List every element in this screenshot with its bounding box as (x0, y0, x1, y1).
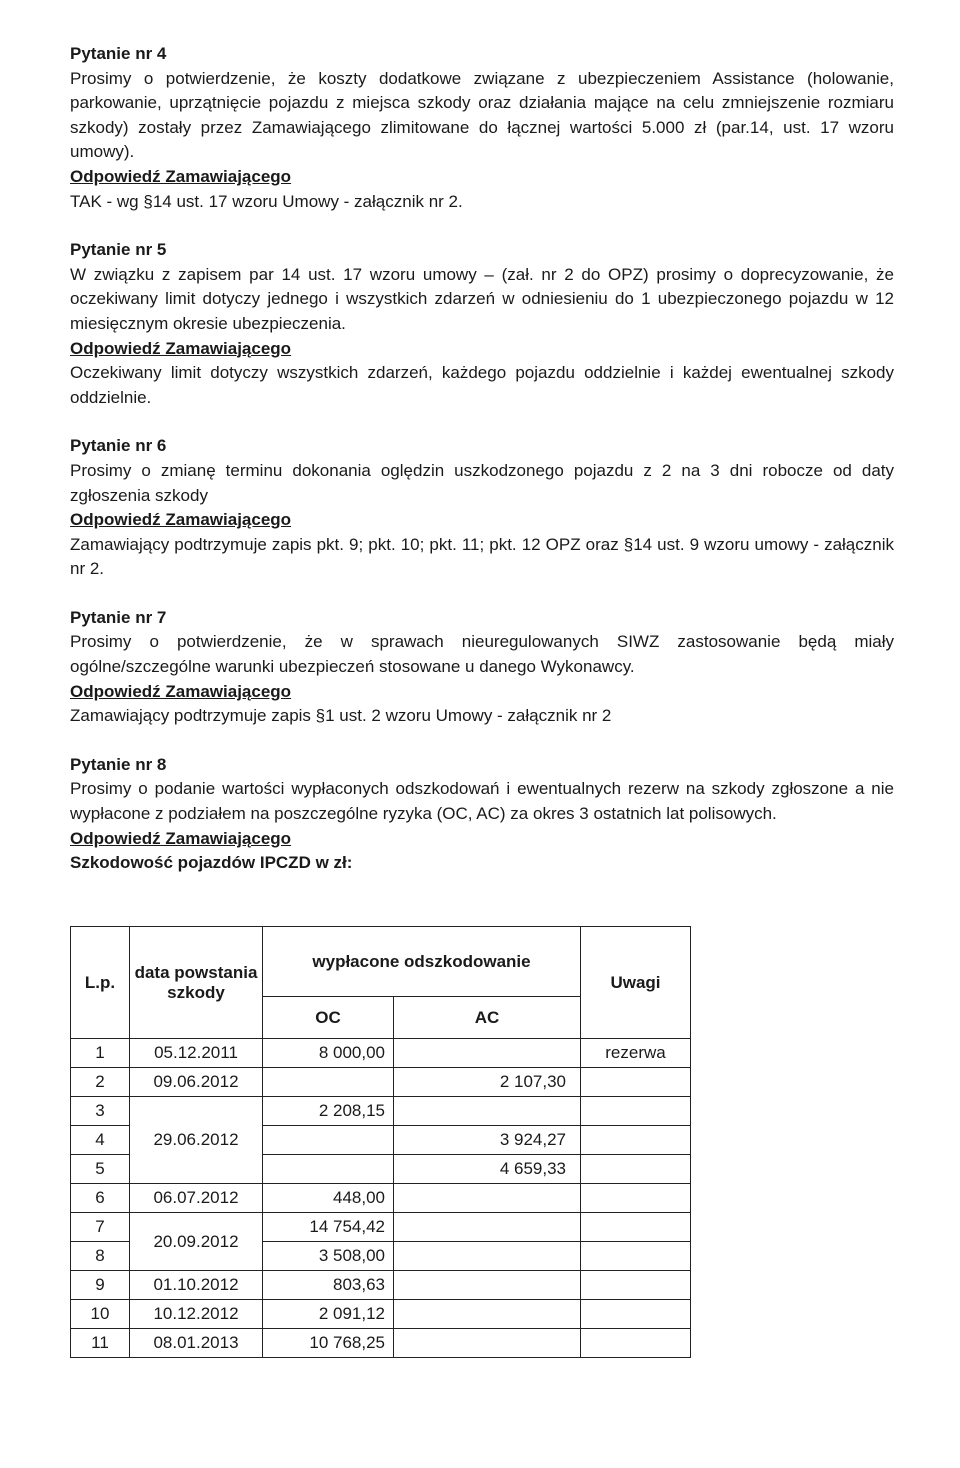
cell-notes (581, 1126, 691, 1155)
qa-section-7 (70, 606, 894, 729)
question-title: Pytanie nr 7 (70, 607, 167, 627)
question-title: Pytanie nr 4 (70, 44, 167, 63)
cell-date: 09.06.2012 (130, 1068, 263, 1097)
cell-date: 29.06.2012 (130, 1097, 263, 1184)
cell-notes (581, 1271, 691, 1300)
table-row (71, 1184, 691, 1213)
cell-oc: 2 091,12 (263, 1300, 394, 1329)
question-body: Prosimy o potwierdzenie, że koszty dodatkowe związane z ubezpieczeniem Assistance (holowanie, parkowanie, uprzątnięcie pojazdu z miejsca szkody oraz działania mające na celu zmniejszenie rozmiaru szkody) zostały przez Zamawiającego zlimitowane do łącznej wartości 5.000 zł (par.14, ust. 17 wzoru umowy). (70, 68, 894, 162)
cell-date: 05.12.2011 (130, 1039, 263, 1068)
answer-body: Zamawiający podtrzymuje zapis pkt. 9; pkt. 10; pkt. 11; pkt. 12 OPZ oraz §14 ust. 9 wzoru umowy - załącznik nr 2. (70, 534, 894, 579)
header-lp: L.p. (71, 927, 130, 1039)
header-payout: wypłacone odszkodowanie (263, 927, 581, 997)
cell-oc: 8 000,00 (263, 1039, 394, 1068)
cell-notes (581, 1155, 691, 1184)
qa-section-5 (70, 238, 894, 410)
cell-notes (581, 1184, 691, 1213)
cell-oc: 14 754,42 (263, 1213, 394, 1242)
cell-notes (581, 1300, 691, 1329)
cell-date: 06.07.2012 (130, 1184, 263, 1213)
cell-notes (581, 1242, 691, 1271)
answer-title: Odpowiedź Zamawiającego (70, 338, 292, 358)
cell-ac: 2 107,30 (394, 1068, 581, 1097)
cell-oc (263, 1126, 394, 1155)
answer-body: Oczekiwany limit dotyczy wszystkich zdarzeń, każdego pojazdu oddzielnie i każdej ewentualnej szkody oddzielnie. (70, 363, 894, 407)
qa-section-4 (70, 42, 894, 214)
answer-title: Odpowiedź Zamawiającego (70, 681, 292, 701)
header-oc: OC (263, 997, 394, 1039)
cell-notes: rezerwa (581, 1039, 691, 1068)
cell-oc: 3 508,00 (263, 1242, 394, 1271)
cell-lp: 10 (71, 1300, 130, 1329)
qa-section-8 (70, 753, 894, 851)
table-row (71, 1329, 691, 1358)
cell-ac (394, 1097, 581, 1126)
answer-body: TAK - wg §14 ust. 17 wzoru Umowy - załącznik nr 2. (70, 191, 463, 211)
question-body: W związku z zapisem par 14 ust. 17 wzoru umowy – (zał. nr 2 do OPZ) prosimy o doprecyzowanie, że oczekiwany limit dotyczy jednego i wszystkich zdarzeń w odniesieniu do 1 ubezpieczonego pojazdu w 12 miesięcznym okresie ubezpieczenia. (70, 264, 894, 333)
table-row (71, 1271, 691, 1300)
cell-lp: 9 (71, 1271, 130, 1300)
cell-ac (394, 1242, 581, 1271)
table-row (71, 1097, 691, 1126)
cell-date: 10.12.2012 (130, 1300, 263, 1329)
cell-notes (581, 1068, 691, 1097)
cell-lp: 5 (71, 1155, 130, 1184)
cell-lp: 3 (71, 1097, 130, 1126)
table-row (71, 1300, 691, 1329)
answer-title: Odpowiedź Zamawiającego (70, 510, 292, 530)
cell-oc: 2 208,15 (263, 1097, 394, 1126)
cell-lp: 4 (71, 1126, 130, 1155)
cell-ac (394, 1184, 581, 1213)
question-title: Pytanie nr 5 (70, 240, 167, 260)
cell-oc (263, 1068, 394, 1097)
cell-date: 01.10.2012 (130, 1271, 263, 1300)
answer-body: Zamawiający podtrzymuje zapis §1 ust. 2 wzoru Umowy - załącznik nr 2 (70, 706, 612, 726)
table-row (71, 1213, 691, 1242)
question-title: Pytanie nr 6 (70, 436, 167, 456)
cell-lp: 1 (71, 1039, 130, 1068)
answer-title: Odpowiedź Zamawiającego (70, 828, 292, 848)
header-ac: AC (394, 997, 581, 1039)
claims-table (70, 926, 691, 1358)
cell-lp: 2 (71, 1068, 130, 1097)
cell-oc: 803,63 (263, 1271, 394, 1300)
cell-ac (394, 1039, 581, 1068)
qa-section-6 (70, 434, 894, 582)
cell-lp: 7 (71, 1213, 130, 1242)
cell-ac (394, 1329, 581, 1358)
cell-ac (394, 1213, 581, 1242)
cell-ac (394, 1271, 581, 1300)
question-body: Prosimy o potwierdzenie, że w sprawach nieuregulowanych SIWZ zastosowanie będą miały ogólne/szczególne warunki ubezpieczeń stosowane u danego Wykonawcy. (70, 632, 894, 677)
question-title: Pytanie nr 8 (70, 754, 167, 774)
question-body: Prosimy o podanie wartości wypłaconych odszkodowań i ewentualnych rezerw na szkody zgłoszone a nie wypłacone z podziałem na poszczególne ryzyka (OC, AC) za okres 3 ostatnich lat polisowych. (70, 779, 894, 824)
cell-ac: 4 659,33 (394, 1155, 581, 1184)
cell-lp: 8 (71, 1242, 130, 1271)
header-notes: Uwagi (581, 927, 691, 1039)
cell-date: 20.09.2012 (130, 1213, 263, 1271)
cell-oc: 448,00 (263, 1184, 394, 1213)
cell-oc (263, 1155, 394, 1184)
cell-oc: 10 768,25 (263, 1329, 394, 1358)
cell-date: 08.01.2013 (130, 1329, 263, 1358)
header-date: data powstania szkody (130, 927, 263, 1039)
cell-ac: 3 924,27 (394, 1126, 581, 1155)
cell-notes (581, 1213, 691, 1242)
cell-notes (581, 1097, 691, 1126)
table-row (71, 1039, 691, 1068)
qa-sections (70, 42, 894, 876)
cell-notes (581, 1329, 691, 1358)
cell-ac (394, 1300, 581, 1329)
cell-lp: 6 (71, 1184, 130, 1213)
table-title: Szkodowość pojazdów IPCZD w zł: (70, 853, 353, 873)
answer-title: Odpowiedź Zamawiającego (70, 166, 292, 186)
cell-lp: 11 (71, 1329, 130, 1358)
question-body: Prosimy o zmianę terminu dokonania oględzin uszkodzonego pojazdu z 2 na 3 dni robocze od daty zgłoszenia szkody (70, 460, 894, 505)
table-row (71, 1068, 691, 1097)
claims-table-wrapper (70, 926, 691, 1358)
